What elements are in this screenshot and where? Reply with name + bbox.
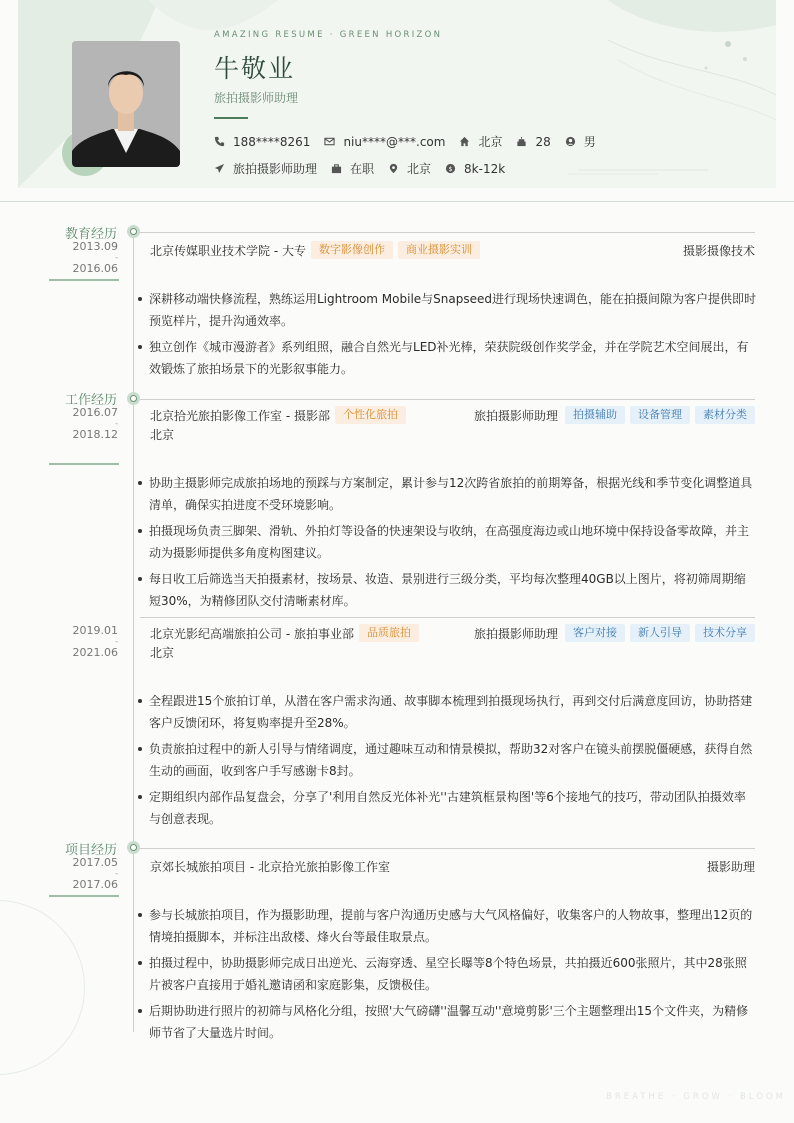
hometown-text: 北京 (478, 135, 503, 149)
date-end: 2016.06 (72, 262, 118, 275)
education-node (127, 225, 140, 238)
salary-item (445, 162, 505, 176)
date-end: 2021.06 (72, 646, 118, 659)
list-item: 负责旅拍过程中的新人引导与情绪调度，通过趣味互动和情景模拟，帮助32对客户在镜头前摆脱僵硬感，获得自然生动的画面，收到客户手写感谢卡8封。 (138, 738, 756, 782)
work-rule (49, 463, 119, 465)
age-item (516, 135, 550, 149)
project-node (127, 841, 140, 854)
education-entry-header (150, 241, 755, 259)
work-section-title: 工作经历 (64, 393, 117, 408)
job-info-row (214, 160, 519, 177)
skill-tag: 拍摄辅助 (565, 406, 625, 424)
gender-item (565, 133, 596, 150)
skill-tag: 客户对接 (565, 624, 625, 642)
list-item: 协助主摄影师完成旅拍场地的预踩与方案制定，累计参与12次跨省旅拍的前期筹备，根据光线和季节变化调整道具清单，确保实拍进度不受环境影响。 (138, 472, 756, 516)
date-end: 2017.06 (72, 878, 118, 891)
cake-icon (516, 136, 527, 147)
email-item (324, 135, 445, 149)
salary-text: 8k-12k (464, 161, 506, 176)
background-decoration (0, 900, 85, 1075)
list-item: 拍摄过程中，协助摄影师完成日出逆光、云海穿透、星空长曝等8个特色场景，共拍摄近600张照片，其中28张照片被客户直接用于婚礼邀请函和家庭影集，反馈极佳。 (138, 952, 756, 996)
phone-icon (214, 136, 225, 147)
date-separator: - (115, 869, 118, 878)
project-dates (40, 857, 118, 890)
send-icon (214, 163, 225, 174)
briefcase-icon (331, 163, 342, 174)
work-node (127, 392, 140, 405)
company-tag: 个性化旅拍 (335, 406, 406, 424)
profile-photo (72, 41, 180, 167)
contact-info-row (214, 133, 610, 150)
job-header-line (140, 617, 755, 618)
date-separator: - (115, 637, 118, 646)
job-title: 旅拍摄影师助理 (214, 91, 299, 105)
major-name: 摄影摄像技术 (682, 243, 755, 258)
company-name: 北京拾光旅拍影像工作室 - 摄影部 (150, 408, 330, 423)
skill-tag: 新人引导 (630, 624, 690, 642)
title-underline (214, 117, 248, 119)
header-divider (0, 201, 794, 202)
date-start: 2013.09 (72, 240, 118, 253)
project-role: 摄影助理 (706, 860, 755, 874)
company-name: 北京光影纪高端旅拍公司 - 旅拍事业部 (150, 626, 354, 641)
home-icon (459, 136, 470, 147)
project-name: 京郊长城旅拍项目 - 北京拾光旅拍影像工作室 (150, 860, 390, 874)
location-pin-icon (388, 163, 399, 174)
course-tag: 数字影像创作 (311, 241, 393, 259)
footer-tagline: BREATHE · GROW · BLOOM (606, 1092, 786, 1102)
skill-tag: 技术分享 (695, 624, 755, 642)
date-start: 2016.07 (72, 406, 118, 419)
job-dates (40, 407, 118, 440)
age-text: 28 (535, 134, 551, 149)
skill-tag: 素材分类 (695, 406, 755, 424)
school-name: 北京传媒职业技术学院 - 大专 (150, 243, 306, 258)
course-tag: 商业摄影实训 (398, 241, 480, 259)
skill-tag: 设备管理 (630, 406, 690, 424)
gender-text: 男 (583, 135, 596, 149)
job-entry-header (150, 624, 755, 642)
resume-tagline: AMAZING RESUME · GREEN HORIZON (214, 30, 443, 40)
city-item (388, 160, 431, 177)
status-item (331, 160, 374, 177)
job-role: 旅拍摄影师助理 (473, 626, 558, 641)
job-location: 北京 (150, 646, 175, 660)
company-tag: 品质旅拍 (359, 624, 419, 642)
hometown-item (459, 133, 502, 150)
list-item: 独立创作《城市漫游者》系列组照，融合自然光与LED补光棒，荣获院级创作奖学金，并在学院艺术空间展出，有效锻炼了旅拍场景下的光影叙事能力。 (138, 336, 756, 380)
target-position-item (214, 160, 317, 177)
mail-icon (324, 136, 335, 147)
email-text: niu****@***.com (343, 134, 446, 149)
city-text: 北京 (407, 162, 432, 176)
project-entry-header (150, 858, 755, 875)
phone-text: 188****8261 (233, 134, 311, 149)
list-item: 每日收工后筛选当天拍摄素材，按场景、妆造、景别进行三级分类，平均每次整理40GB以上图片，将初筛周期缩短30%，为精修团队交付清晰素材库。 (138, 568, 756, 612)
job-location: 北京 (150, 428, 175, 442)
status-text: 在职 (350, 162, 375, 176)
education-dates (40, 241, 118, 274)
candidate-name: 牛敬业 (214, 54, 296, 83)
list-item: 拍摄现场负责三脚架、滑轨、外拍灯等设备的快速架设与收纳，在高强度海边或山地环境中保持设备零故障，并主动为摄影师提供多角度构图建议。 (138, 520, 756, 564)
education-rule (49, 279, 119, 281)
list-item: 深耕移动端快修流程，熟练运用Lightroom Mobile与Snapseed进行现场快速调色，能在拍摄间隙为客户提供即时预览样片，提升沟通效率。 (138, 288, 756, 332)
date-start: 2019.01 (72, 624, 118, 637)
phone-item (214, 135, 310, 149)
job-header-line (140, 399, 755, 400)
job-dates (40, 625, 118, 658)
job-role: 旅拍摄影师助理 (473, 408, 558, 423)
list-item: 定期组织内部作品复盘会，分享了'利用自然反光体补光''古建筑框景构图'等6个接地气的技巧，带动团队拍摄效率与创意表现。 (138, 786, 756, 830)
salary-icon (445, 163, 456, 174)
list-item: 参与长城旅拍项目，作为摄影助理，提前与客户沟通历史感与大气风格偏好，收集客户的人物故事，整理出12页的情境拍摄脚本，并标注出敌楼、烽火台等最佳取景点。 (138, 904, 756, 948)
date-separator: - (115, 419, 118, 428)
date-end: 2018.12 (72, 428, 118, 441)
date-separator: - (115, 253, 118, 262)
target-position-text: 旅拍摄影师助理 (233, 162, 318, 176)
job-entry-header (150, 406, 755, 424)
project-section-title: 项目经历 (64, 843, 117, 858)
svg-text:$: $ (448, 164, 453, 173)
education-header-line (140, 232, 755, 233)
timeline-line (133, 232, 134, 1032)
list-item: 后期协助进行照片的初筛与风格化分组，按照'大气磅礴''温馨互动''意境剪影'三个主题整理出15个文件夹，为精修师节省了大量选片时间。 (138, 1000, 756, 1044)
project-header-line (140, 848, 755, 849)
date-start: 2017.05 (72, 856, 118, 869)
project-rule (49, 895, 119, 897)
education-section-title: 教育经历 (64, 227, 117, 242)
list-item: 全程跟进15个旅拍订单，从潜在客户需求沟通、故事脚本梳理到拍摄现场执行，再到交付后满意度回访，协助搭建客户反馈闭环，将复购率提升至28%。 (138, 690, 756, 734)
gender-icon (565, 136, 576, 147)
